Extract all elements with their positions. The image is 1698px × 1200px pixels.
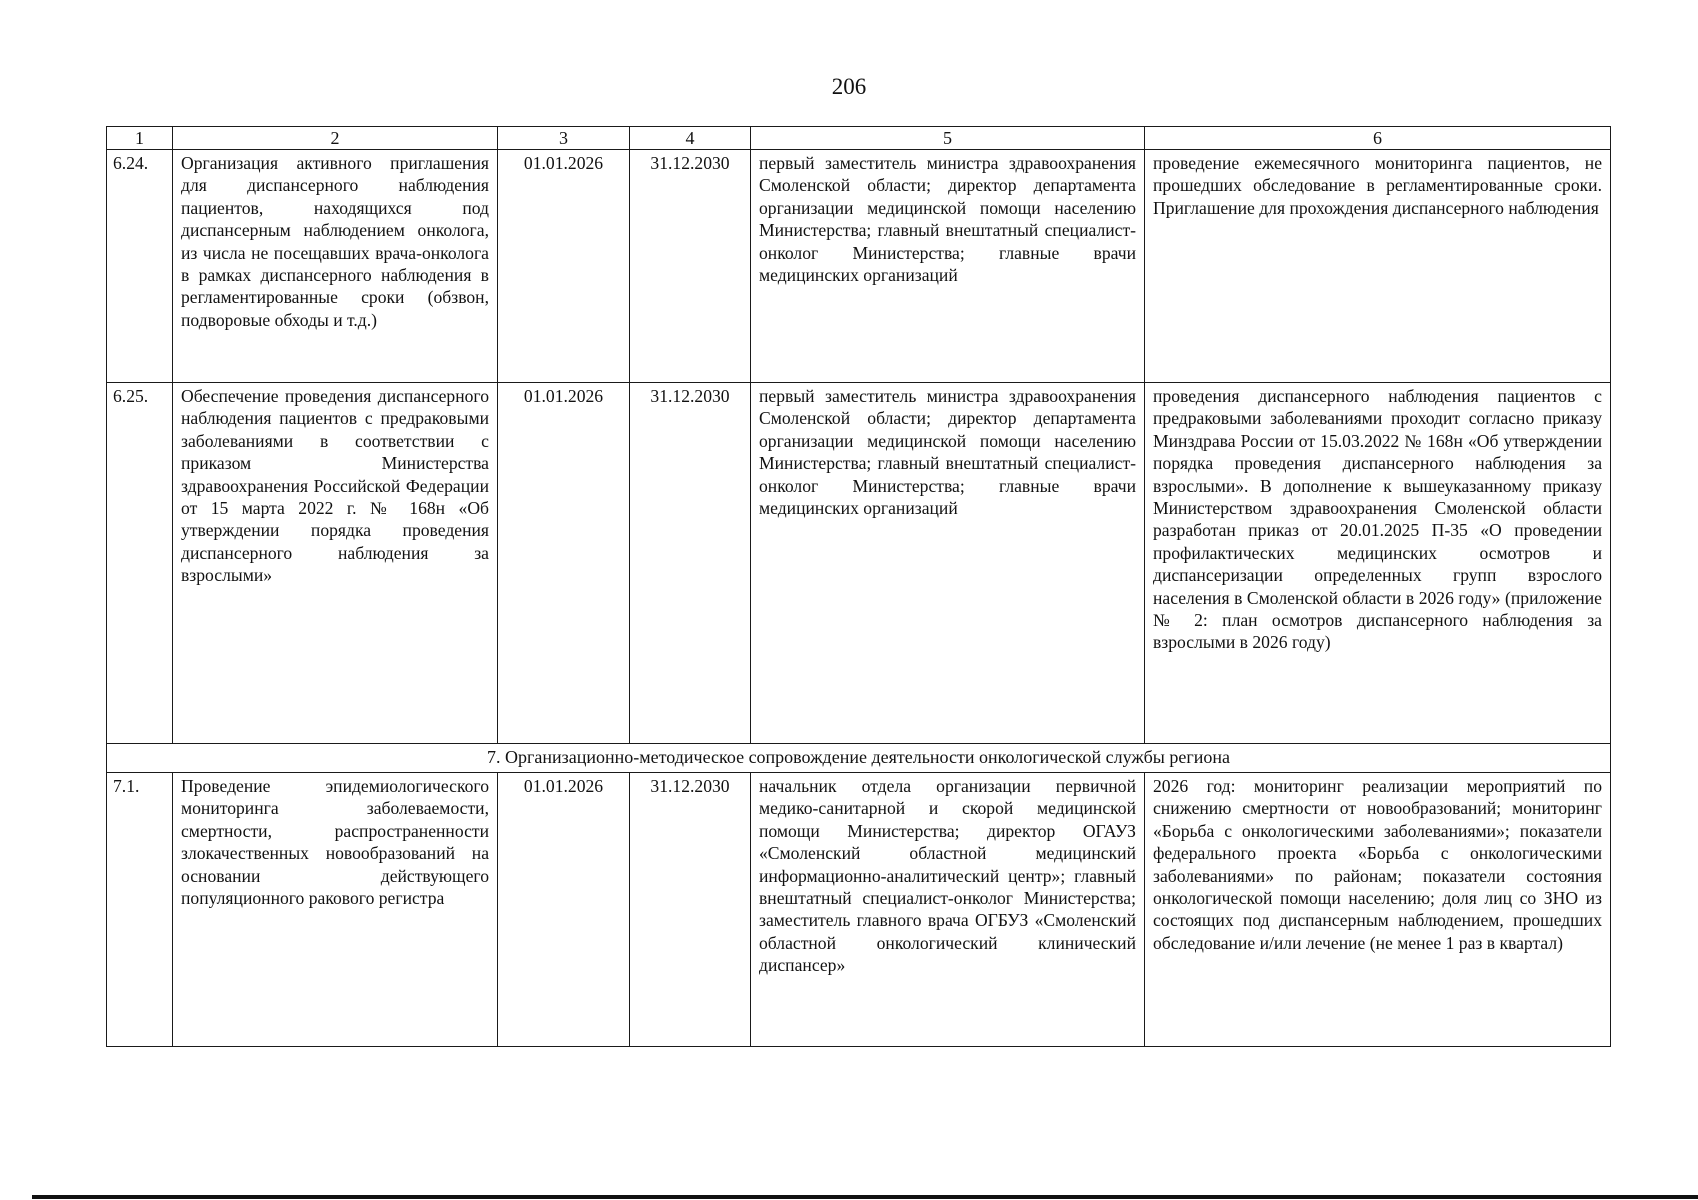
table-row: [107, 383, 1611, 744]
result-cell: проведения диспансерного наблюдения пациентов с предраковыми заболеваниями проходит согласно приказу Минздрава России от 15.03.2022 № 168н «Об утверждении порядка проведения диспансерного наблюдения за взрослыми». В дополнение к вышеуказанному приказу Министерством здравоохранения Смоленской области разработан приказ от 20.01.2025 П-35 «О проведении профилактических медицинских осмотров и диспансеризации определенных групп взрослого населения в Смоленской области в 2026 году» (приложение № 2: план осмотров диспансерного наблюдения за взрослыми в 2026 году): [1145, 383, 1611, 744]
header-cell: 1: [107, 127, 173, 150]
header-cell: 5: [751, 127, 1145, 150]
row-number: 6.25.: [107, 383, 173, 744]
header-cell: 2: [173, 127, 498, 150]
table-row: [107, 773, 1611, 1047]
header-cell: 6: [1145, 127, 1611, 150]
row-number: 6.24.: [107, 150, 173, 383]
table-row: [107, 150, 1611, 383]
page-number: 206: [831, 74, 867, 99]
end-date-cell: 31.12.2030: [630, 773, 751, 1047]
responsible-cell: первый заместитель министра здравоохранения Смоленской области; директор департамента организации медицинской помощи населению Министерства; главный внештатный специалист-онколог Министерства; главные врачи медицинских организаций: [751, 383, 1145, 744]
result-cell: проведение ежемесячного мониторинга пациентов, не прошедших обследование в регламентированные сроки. Приглашение для прохождения диспансерного наблюдения: [1145, 150, 1611, 383]
activity-cell: Обеспечение проведения диспансерного наблюдения пациентов с предраковыми заболеваниями в соответствии с приказом Министерства здравоохранения Российской Федерации от 15 марта 2022 г. № 168н «Об утверждении порядка проведения диспансерного наблюдения за взрослыми»: [173, 383, 498, 744]
result-cell: 2026 год: мониторинг реализации мероприятий по снижению смертности от новообразований; мониторинг «Борьба с онкологическими заболеваниями»; показатели федерального проекта «Борьба с онкологическими заболеваниями» по районам; показатели состояния онкологической помощи населению; доля лиц со ЗНО из состоящих под диспансерным наблюдением, прошедших обследование и/или лечение (не менее 1 раз в квартал): [1145, 773, 1611, 1047]
responsible-cell: начальник отдела организации первичной медико-санитарной и скорой медицинской помощи Министерства; директор ОГАУЗ «Смоленский областной медицинский информационно-аналитический центр»; главный внештатный специалист-онколог Министерства; заместитель главного врача ОГБУЗ «Смоленский областной онкологический клинический диспансер»: [751, 773, 1145, 1047]
section-row: [107, 744, 1611, 773]
start-date-cell: 01.01.2026: [498, 773, 630, 1047]
table-header-row: [107, 127, 1611, 150]
end-date-cell: 31.12.2030: [630, 383, 751, 744]
measures-table: [106, 126, 1611, 1047]
row-number: 7.1.: [107, 773, 173, 1047]
footer-divider: [32, 1195, 1698, 1199]
activity-cell: Организация активного приглашения для диспансерного наблюдения пациентов, находящихся под диспансерным наблюдением онколога, из числа не посещавших врача-онколога в рамках диспансерного наблюдения в регламентированные сроки (обзвон, подворовые обходы и т.д.): [173, 150, 498, 383]
start-date-cell: 01.01.2026: [498, 150, 630, 383]
header-cell: 4: [630, 127, 751, 150]
start-date-cell: 01.01.2026: [498, 383, 630, 744]
section-title: 7. Организационно-методическое сопровождение деятельности онкологической службы региона: [107, 744, 1611, 773]
responsible-cell: первый заместитель министра здравоохранения Смоленской области; директор департамента организации медицинской помощи населению Министерства; главный внештатный специалист-онколог Министерства; главные врачи медицинских организаций: [751, 150, 1145, 383]
activity-cell: Проведение эпидемиологического мониторинга заболеваемости, смертности, распространенности злокачественных новообразований на основании действующего популяционного ракового регистра: [173, 773, 498, 1047]
header-cell: 3: [498, 127, 630, 150]
end-date-cell: 31.12.2030: [630, 150, 751, 383]
